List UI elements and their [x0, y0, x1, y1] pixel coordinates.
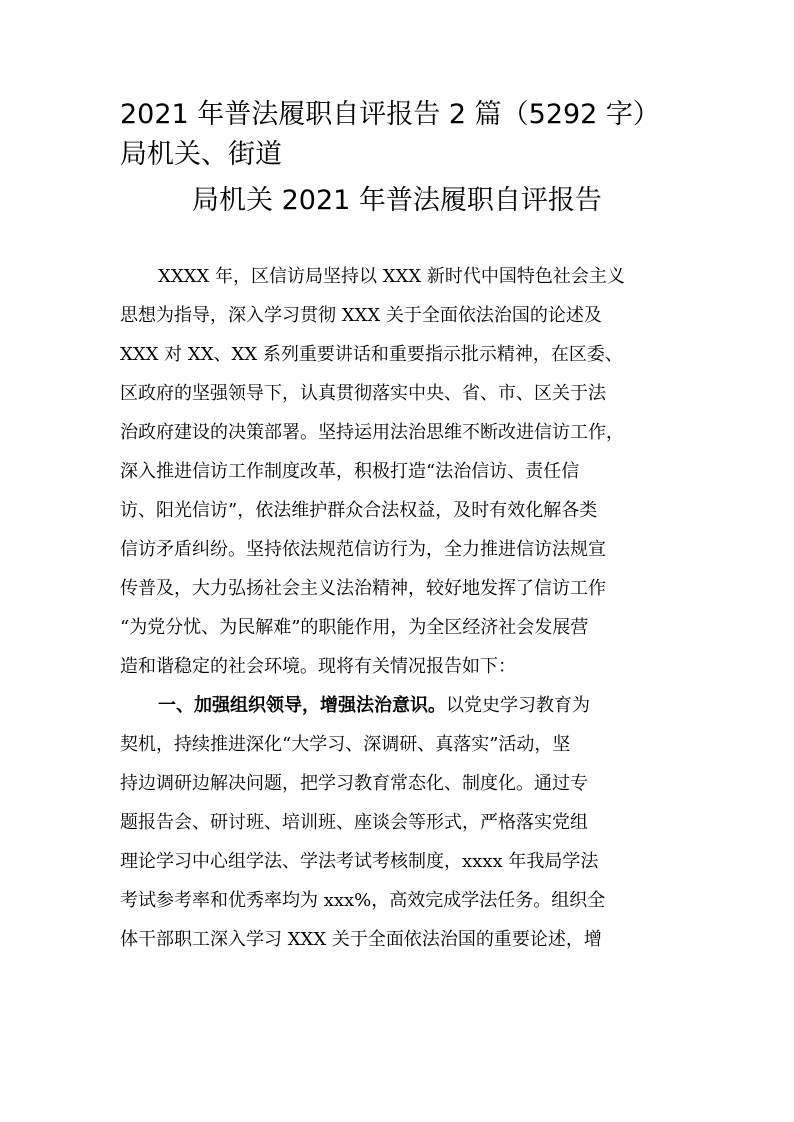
- paragraph-line: 思想为指导，深入学习贯彻 XXX 关于全面依法治国的论述及: [120, 305, 602, 326]
- paragraph-line: 信访矛盾纠纷。坚持依法规范信访行为，全力推进信访法规宣: [120, 539, 606, 560]
- paragraph-line: “为党分忧、为民解难”的职能作用，为全区经济社会发展营: [120, 617, 589, 638]
- section-one-heading: 一、加强组织领导，增强法治意识。: [158, 695, 446, 716]
- paragraph-intro: [120, 257, 700, 686]
- paragraph-line: 治政府建设的决策部署。坚持运用法治思维不断改进信访工作，: [120, 422, 624, 443]
- paragraph-line: 考试参考率和优秀率均为 xxx%，高效完成学法任务。组织全: [120, 890, 606, 911]
- paragraph-line: XXX 对 XX、XX 系列重要讲话和重要指示批示精神，在区委、: [120, 344, 623, 365]
- paragraph-section-one: [120, 686, 700, 959]
- paragraph-line: 区政府的坚强领导下，认真贯彻落实中央、省、市、区关于法: [120, 383, 606, 404]
- document-title: [120, 95, 720, 175]
- section-one-first-text: 以党史学习教育为: [446, 695, 590, 716]
- paragraph-line: 造和谐稳定的社会环境。现将有关情况报告如下：: [120, 656, 516, 677]
- document-title-line-2: 局机关、街道: [120, 139, 282, 170]
- paragraph-line: XXXX 年，区信访局坚持以 XXX 新时代中国特色社会主义: [158, 266, 625, 287]
- paragraph-line: 契机，持续推进深化“大学习、深调研、真落实”活动，坚: [120, 734, 571, 755]
- paragraph-line: 深入推进信访工作制度改革，积极打造“法治信访、责任信: [120, 461, 580, 482]
- paragraph-line: 题报告会、研讨班、培训班、座谈会等形式，严格落实党组: [120, 812, 588, 833]
- paragraph-line: 理论学习中心组学法、学法考试考核制度，xxxx 年我局学法: [120, 851, 599, 872]
- paragraph-first-line: [120, 686, 700, 725]
- paragraph-line: 体干部职工深入学习 XXX 关于全面依法治国的重要论述，增: [120, 929, 602, 950]
- section-title: 局机关 2021 年普法履职自评报告: [192, 185, 602, 216]
- document-title-line-1: 2021 年普法履职自评报告 2 篇（5292 字）: [120, 99, 660, 130]
- paragraph-line: 访、阳光信访”，依法维护群众合法权益，及时有效化解各类: [120, 500, 598, 521]
- report-body: [120, 257, 700, 959]
- paragraph-line: 持边调研边解决问题，把学习教育常态化、制度化。通过专: [120, 773, 588, 794]
- paragraph-line: 传普及，大力弘扬社会主义法治精神，较好地发挥了信访工作: [120, 578, 606, 599]
